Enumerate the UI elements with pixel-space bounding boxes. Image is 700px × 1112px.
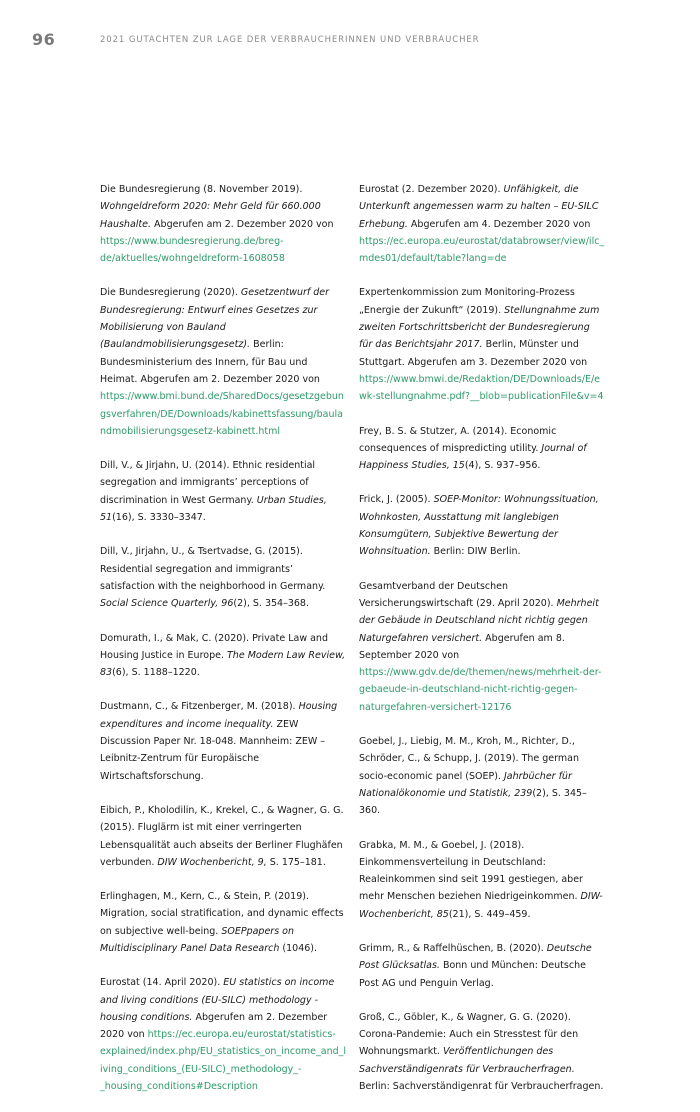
reference-entry: Dill, V., & Jirjahn, U. (2014). Ethnic residential segregation and immigrants’ perceptions of discrimination in West Germany. Urban Studies, 51(16), S. 3330–3347. (100, 460, 327, 524)
reference-entry: Grabka, M. M., & Goebel, J. (2018). Einkommensverteilung in Deutschland: Realeinkommen sind seit 1991 gestiegen, aber mehr Menschen beziehen Niedrigeinkommen. DIW-Wochenbericht, 85(21), S. 449–459. (359, 839, 603, 920)
reference-entry: Dustmann, C., & Fitzenberger, M. (2018). Housing expenditures and income inequality. ZEW Discussion Paper Nr. 18-048. Mannheim: ZEW – Leibnitz-Zentrum für Europäische Wirtschaftsforschung. (100, 701, 338, 782)
reference-entry: Die Bundesregierung (2020). Gesetzentwurf der Bundesregierung: Entwurf eines Gesetzes zur Mobilisierung von Bauland (Baulandmobilisierungsgesetz). Berlin: Bundesministerium des Innern, für Bau und Heimat. Abgerufen am 2. Dezember 2020 von https://www.bmi.bund.de/SharedDocs/gesetzgebungsverfahren/DE/Downloads/kabinettsfassung/baulandmobilisierungsgesetz-kabinett.html (100, 287, 344, 437)
reference-column-right (359, 181, 605, 1112)
reference-entry: Erlinghagen, M., Kern, C., & Stein, P. (2019). Migration, social stratification, and dynamic effects on subjective well-being. SOEPpapers on Multidisciplinary Panel Data Research (1046). (100, 891, 344, 954)
reference-link[interactable]: https://www.bmi.bund.de/SharedDocs/gesetzgebungsverfahren/DE/Downloads/kabinettsfassung/baulandmobilisierungsgesetz-kabinett.html (100, 391, 344, 437)
reference-link[interactable]: https://www.gdv.de/de/themen/news/mehrheit-der-gebaeude-in-deutschland-nicht-richtig-gegen-naturgefahren-versichert-12176 (359, 667, 602, 713)
reference-entry: Die Bundesregierung (8. November 2019). Wohngeldreform 2020: Mehr Geld für 660.000 Haushalte. Abgerufen am 2. Dezember 2020 von https://www.bundesregierung.de/breg-de/aktuelles/wohngeldreform-1608058 (100, 184, 334, 265)
reference-entry: Expertenkommission zum Monitoring-Prozess „Energie der Zukunft“ (2019). Stellungnahme zum zweiten Fortschrittsbericht der Bundesregierung für das Berichtsjahr 2017. Berlin, Münster und Stuttgart. Abgerufen am 3. Dezember 2020 von https://www.bmwi.de/Redaktion/DE/Downloads/E/ewk-stellungnahme.pdf?__blob=publicationFile&v=4 (359, 287, 604, 403)
reference-entry: Eurostat (2. Dezember 2020). Unfähigkeit, die Unterkunft angemessen warm zu halten – EU-SILC Erhebung. Abgerufen am 4. Dezember 2020 von https://ec.europa.eu/eurostat/databrowser/view/ilc_mdes01/default/table?lang=de (359, 184, 605, 265)
page-number: 96 (32, 30, 56, 49)
reference-entry: Domurath, I., & Mak, C. (2020). Private Law and Housing Justice in Europe. The Modern Law Review, 83(6), S. 1188–1220. (100, 632, 346, 679)
reference-entry: Dill, V., Jirjahn, U., & Tsertvadse, G. (2015). Residential segregation and immigrants’ satisfaction with the neighborhood in Germany. Social Science Quarterly, 96(2), S. 354–368. (100, 546, 326, 610)
reference-entry: Goebel, J., Liebig, M. M., Kroh, M., Richter, D., Schröder, C., & Schupp, J. (2019). The german socio-economic panel (SOEP). Jahrbücher für Nationalökonomie und Statistik, 239(2), S. 345–360. (359, 736, 587, 817)
reference-entry: Frick, J. (2005). SOEP-Monitor: Wohnungssituation, Wohnkosten, Ausstattung mit langlebigen Konsumgütern, Subjektive Bewertung der Wohnsituation. Berlin: DIW Berlin. (359, 494, 599, 558)
reference-link[interactable]: https://ec.europa.eu/eurostat/statistics-explained/index.php/EU_statistics_on_income_and_living_conditions_(EU-SILC)_methodology_-_housing_conditions#Description (100, 1029, 347, 1093)
reference-column-left (100, 181, 346, 1112)
reference-entry: Frey, B. S. & Stutzer, A. (2014). Economic consequences of mispredicting utility. Journal of Happiness Studies, 15(4), S. 937–956. (359, 425, 587, 472)
reference-entry: Grimm, R., & Raffelhüschen, B. (2020). Deutsche Post Glücksatlas. Bonn und München: Deutsche Post AG und Penguin Verlag. (359, 942, 592, 989)
reference-entry: Groß, C., Göbler, K., & Wagner, G. G. (2020). Corona-Pandemie: Auch ein Stresstest für den Wohnungsmarkt. Veröffentlichungen des Sachverständigenrats für Verbraucherfragen. Berlin: Sachverständigenrat für Verbraucherfragen. (359, 1011, 604, 1093)
reference-entry: Eurostat (14. April 2020). EU statistics on income and living conditions (EU-SILC) methodology - housing conditions. Abgerufen am 2. Dezember 2020 von https://ec.europa.eu/eurostat/statistics-explained/index.php/EU_statistics_on_income_and_living_conditions_(EU-SILC)_methodology_-_housing_conditions#Description (100, 977, 347, 1093)
reference-link[interactable]: https://ec.europa.eu/eurostat/databrowser/view/ilc_mdes01/default/table?lang=de (359, 235, 605, 265)
reference-link[interactable]: https://www.bundesregierung.de/breg-de/aktuelles/wohngeldreform-1608058 (100, 235, 285, 265)
reference-link[interactable]: https://www.bmwi.de/Redaktion/DE/Downloads/E/ewk-stellungnahme.pdf?__blob=publicationFile&v=4 (359, 373, 604, 403)
running-title: 2021 GUTACHTEN ZUR LAGE DER VERBRAUCHERINNEN UND VERBRAUCHER (100, 35, 480, 45)
reference-entry: Gesamtverband der Deutschen Versicherungswirtschaft (29. April 2020). Mehrheit der Gebäude in Deutschland nicht richtig gegen Naturgefahren versichert. Abgerufen am 8. September 2020 von https://www.gdv.de/de/themen/news/mehrheit-der-gebaeude-in-deutschland-nicht-richtig-gegen-naturgefahren-versichert-12176 (359, 580, 602, 713)
reference-entry: Eibich, P., Kholodilin, K., Krekel, C., & Wagner, G. G. (2015). Fluglärm ist mit einer verringerten Lebensqualität auch abseits der Berliner Flughäfen verbunden. DIW Wochenbericht, 9, S. 175–181. (100, 804, 344, 868)
